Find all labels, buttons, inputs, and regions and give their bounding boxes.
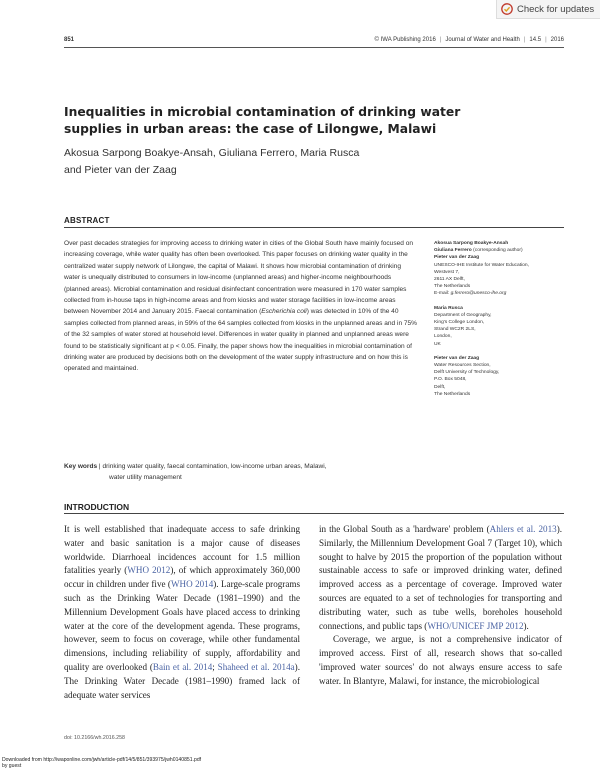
abstract-text (64, 238, 418, 375)
affiliation-block (434, 305, 569, 348)
running-header (64, 35, 564, 47)
body-text: ). Large-scale programs such as the Drinking Water Decade (1981–1990) and the Millennium Development Goals have placed access to drinking water at the core of the development agenda. These programs, however, seem to focus on coverage, while other fundamental dimensions, including reliability of supply, affordability and quality are overlooked ( (64, 579, 300, 672)
abstract-text-part: ) was detected in 10% of the 40 samples collected from planned areas, in 59% of the 64 samples collected from kiosks in the unplanned areas and in 75% of the 32 samples of water stored at household level. Differences in water quality in planned and unplanned areas were found to be statistically significant at p < 0.05. Finally, the paper shows how the inequalities in microbial contamination of drinking water are produced by decisions both on the development of the water supply infrastructure and on how this is operated and maintained. (64, 308, 418, 373)
keywords: Key words | drinking water quality, faecal contamination, low-income urban areas, Malawi, water utility management (64, 461, 424, 484)
affiliation-line: Delft University of Technology, (434, 370, 500, 376)
abstract-heading: ABSTRACT (64, 216, 110, 225)
affiliation-author: Pieter van der Zaag (434, 355, 480, 361)
article-title: Inequalities in microbial contamination of drinking water supplies in urban areas: the case of Lilongwe, Malawi (64, 105, 461, 136)
keywords-label: Key words (64, 463, 98, 470)
check-for-updates-label: Check for updates (517, 3, 595, 15)
separator: | (439, 37, 442, 43)
corresponding-note: (corresponding author) (473, 248, 523, 254)
header-rule (64, 47, 564, 48)
body-text: ). (523, 620, 529, 631)
abstract-rule (64, 227, 564, 228)
body-column-left (64, 523, 300, 702)
doi-link[interactable]: doi: 10.2166/wh.2016.258 (64, 735, 125, 741)
download-note (2, 757, 201, 769)
affiliation-author: Maria Rusca (434, 305, 463, 311)
keywords-list: drinking water quality, faecal contamination, low-income urban areas, Malawi, (102, 463, 327, 470)
affiliation-author: Akosua Sarpong Boakye-Ansah (434, 241, 509, 246)
citation-link[interactable]: WHO/UNICEF JMP 2012 (427, 620, 524, 631)
affiliation-line: UK (434, 341, 441, 347)
body-paragraph (64, 523, 300, 702)
affiliation-line: The Netherlands (434, 391, 471, 397)
affiliation-line: P.O. Box 5048, (434, 377, 467, 383)
body-paragraph: Coverage, we argue, is not a comprehensive indicator of improved access. First of all, research shows that so-called 'improved water sources' do not always ensure access to safe water. In Blantyre, Malawi, for instance, the microbiological (319, 634, 562, 686)
affiliation-author: Giuliana Ferrero (434, 248, 472, 254)
affiliation-line: UNESCO-IHE Institute for Water Education, (434, 262, 529, 268)
affiliation-author: Pieter van der Zaag (434, 255, 480, 261)
citation-link[interactable]: WHO 2012 (127, 565, 171, 576)
separator: | (545, 37, 547, 43)
body-text: ). The Drinking Water Decade (1981–1990) framed lack of adequate water services (64, 661, 300, 700)
journal-name: Journal of Water and Health (445, 37, 520, 43)
authors-line: and Pieter van der Zaag (64, 164, 177, 176)
keywords-list-continued: water utility management (109, 474, 182, 482)
abstract-text-part: Over past decades strategies for improving access to drinking water in cities of the Global South have mainly focused on increasing coverage, while water quality has often been overlooked. This paper focuses on drinking water quality in the centralized water supply network of Lilongwe, the capital of Malawi. It shows how microbial contamination of drinking water is unequally distributed to consumers in low-income (unplanned areas) and higher-income neighbourhoods (planned areas). Microbial contamination and residual disinfectant concentration were measured in 170 water samples collected from in-house taps in high-income areas and from kiosks and water storage facilities in low-income areas between November 2014 and January 2015. Faecal contamination ( (64, 240, 413, 316)
journal-citation (375, 37, 564, 43)
citation-link[interactable]: Ahlers et al. 2013 (489, 524, 557, 534)
body-paragraph (319, 523, 562, 633)
separator: | (523, 37, 526, 43)
journal-volume: 14.5 (529, 37, 542, 43)
affiliation-line: London, (434, 334, 452, 340)
citation-link[interactable]: Bain et al. 2014 (152, 661, 213, 672)
citation-link[interactable]: Shaheed et al. 2014a (217, 661, 295, 672)
abstract-organism: Escherichia coli (261, 308, 307, 316)
affiliation-line: Delft, (434, 384, 446, 390)
introduction-heading: INTRODUCTION (64, 502, 130, 512)
authors-line: Akosua Sarpong Boakye-Ansah, Giuliana Ferrero, Maria Rusca (64, 147, 360, 159)
affiliation-block (434, 240, 569, 298)
download-guest: by guest (2, 763, 22, 769)
affiliation-line: Westvest 7, (434, 269, 460, 275)
body-text: ), of which approximately 360,000 occur in children under five ( (64, 565, 300, 590)
body-text: ). Similarly, the Millennium Development Goal 7 (Target 10), which sought to halve by 2015 the proportion of the population without sustainable access to safe or improved drinking water, defined improved access as a percentage of coverage. Improved water sources are equated to a set of technologies for transporting and distributing water, such as tube wells, boreholes household connections, and public taps ( (319, 524, 562, 631)
body-text: in the Global South as a 'hardware' problem ( (319, 524, 490, 534)
affiliation-line: Department of Geography, (434, 312, 492, 318)
email-label: E-mail: (434, 291, 450, 297)
affiliation-line: The Netherlands (434, 284, 471, 290)
page-number: 851 (64, 37, 75, 43)
download-url[interactable]: Downloaded from http://iwaponline.com/jwh/article-pdf/14/5/851/393975/jwh0140851.pdf (2, 757, 202, 763)
check-for-updates-icon (501, 3, 513, 15)
affiliations (434, 240, 569, 405)
journal-year: 2016 (550, 37, 564, 43)
introduction-rule (64, 513, 564, 514)
body-column-right (319, 523, 562, 689)
body-text: It is well established that inadequate access to safe drinking water and basic sanitation is a major cause of diseases worldwide. Diarrhoeal incidences account for 1.5 million fatalities yearly ( (64, 524, 300, 576)
affiliation-line: Strand WC2R 2LS, (434, 327, 476, 333)
affiliation-line: 2611 AX Delft, (434, 277, 465, 283)
check-for-updates-badge[interactable] (496, 0, 600, 19)
affiliation-block (434, 355, 569, 398)
affiliation-line: Water Resources Section, (434, 363, 491, 369)
affiliation-line: King's College London, (434, 320, 485, 326)
copyright-notice: © IWA Publishing 2016 (374, 37, 436, 43)
email-link[interactable]: g.ferrero@unesco-ihe.org (450, 291, 507, 297)
citation-link[interactable]: WHO 2014 (170, 579, 214, 590)
body-text: ; (212, 661, 218, 672)
author-list (64, 145, 504, 179)
